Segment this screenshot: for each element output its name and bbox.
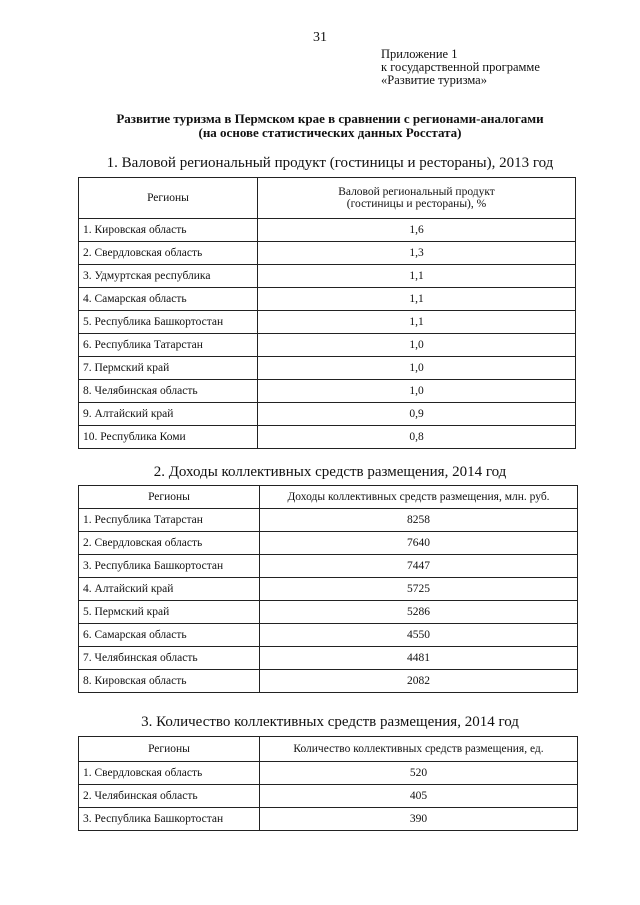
table-row	[79, 647, 578, 670]
region-cell: 5. Республика Башкортостан	[79, 311, 258, 334]
region-cell: 10. Республика Коми	[79, 426, 258, 449]
header-value: Количество коллективных средств размещения, ед.	[260, 737, 578, 762]
table-row	[79, 426, 576, 449]
value-cell: 405	[260, 785, 578, 808]
value-cell: 2082	[260, 670, 578, 693]
table-count	[78, 736, 578, 831]
table-row	[79, 808, 578, 831]
region-cell: 9. Алтайский край	[79, 403, 258, 426]
value-cell: 0,9	[258, 403, 576, 426]
section-title-3: 3. Количество коллективных средств размещения, 2014 год	[141, 714, 519, 730]
region-cell: 4. Алтайский край	[79, 578, 260, 601]
table-row	[79, 555, 578, 578]
region-cell: 2. Свердловская область	[79, 532, 260, 555]
table-row	[79, 670, 578, 693]
region-cell: 6. Самарская область	[79, 624, 260, 647]
value-cell: 1,0	[258, 357, 576, 380]
appendix-line: к государственной программе	[381, 60, 540, 74]
appendix-line: Приложение 1	[381, 47, 458, 61]
table-row	[79, 601, 578, 624]
value-cell: 5725	[260, 578, 578, 601]
header-value: Доходы коллективных средств размещения, млн. руб.	[260, 486, 578, 509]
table-header-row	[79, 178, 576, 219]
value-cell: 0,8	[258, 426, 576, 449]
value-cell: 1,3	[258, 242, 576, 265]
header-regions: Регионы	[79, 178, 258, 219]
region-cell: 3. Республика Башкортостан	[79, 555, 260, 578]
value-cell: 1,6	[258, 219, 576, 242]
document-title-line: Развитие туризма в Пермском крае в сравнении с регионами-аналогами	[116, 111, 544, 126]
table-row	[79, 334, 576, 357]
value-cell: 1,1	[258, 288, 576, 311]
value-cell: 4550	[260, 624, 578, 647]
header-regions: Регионы	[79, 486, 260, 509]
appendix-note	[381, 48, 540, 87]
region-cell: 3. Республика Башкортостан	[79, 808, 260, 831]
region-cell: 8. Кировская область	[79, 670, 260, 693]
table-row	[79, 624, 578, 647]
table-row	[79, 288, 576, 311]
value-cell: 7640	[260, 532, 578, 555]
appendix-line: «Развитие туризма»	[381, 73, 487, 87]
page-number: 31	[313, 30, 327, 45]
region-cell: 7. Пермский край	[79, 357, 258, 380]
region-cell: 4. Самарская область	[79, 288, 258, 311]
region-cell: 8. Челябинская область	[79, 380, 258, 403]
table-row	[79, 311, 576, 334]
region-cell: 2. Свердловская область	[79, 242, 258, 265]
document-title	[60, 112, 600, 140]
region-cell: 1. Кировская область	[79, 219, 258, 242]
document-subtitle: (на основе статистических данных Росстата)	[198, 125, 462, 140]
value-cell: 4481	[260, 647, 578, 670]
section-title-1: 1. Валовой региональный продукт (гостиницы и рестораны), 2013 год	[106, 155, 554, 171]
table-row	[79, 265, 576, 288]
header-value-line: (гостиницы и рестораны), %	[346, 198, 487, 210]
region-cell: 3. Удмуртская республика	[79, 265, 258, 288]
table-header-row	[79, 737, 578, 762]
table-row	[79, 762, 578, 785]
region-cell: 2. Челябинская область	[79, 785, 260, 808]
region-cell: 1. Свердловская область	[79, 762, 260, 785]
table-row	[79, 578, 578, 601]
header-value	[258, 178, 576, 219]
region-cell: 1. Республика Татарстан	[79, 509, 260, 532]
table-income	[78, 485, 578, 693]
region-cell: 7. Челябинская область	[79, 647, 260, 670]
value-cell: 520	[260, 762, 578, 785]
region-cell: 6. Республика Татарстан	[79, 334, 258, 357]
table-grp	[78, 177, 576, 449]
value-cell: 7447	[260, 555, 578, 578]
table-row	[79, 509, 578, 532]
value-cell: 8258	[260, 509, 578, 532]
region-cell: 5. Пермский край	[79, 601, 260, 624]
header-value-line: Валовой региональный продукт	[338, 186, 495, 198]
table-row	[79, 785, 578, 808]
header-regions: Регионы	[79, 737, 260, 762]
table-row	[79, 532, 578, 555]
section-title-2: 2. Доходы коллективных средств размещения, 2014 год	[153, 464, 507, 480]
table-row	[79, 403, 576, 426]
table-row	[79, 380, 576, 403]
table-row	[79, 242, 576, 265]
table-row	[79, 219, 576, 242]
value-cell: 1,1	[258, 311, 576, 334]
table-row	[79, 357, 576, 380]
table-header-row	[79, 486, 578, 509]
value-cell: 390	[260, 808, 578, 831]
value-cell: 1,0	[258, 380, 576, 403]
value-cell: 1,0	[258, 334, 576, 357]
value-cell: 5286	[260, 601, 578, 624]
value-cell: 1,1	[258, 265, 576, 288]
